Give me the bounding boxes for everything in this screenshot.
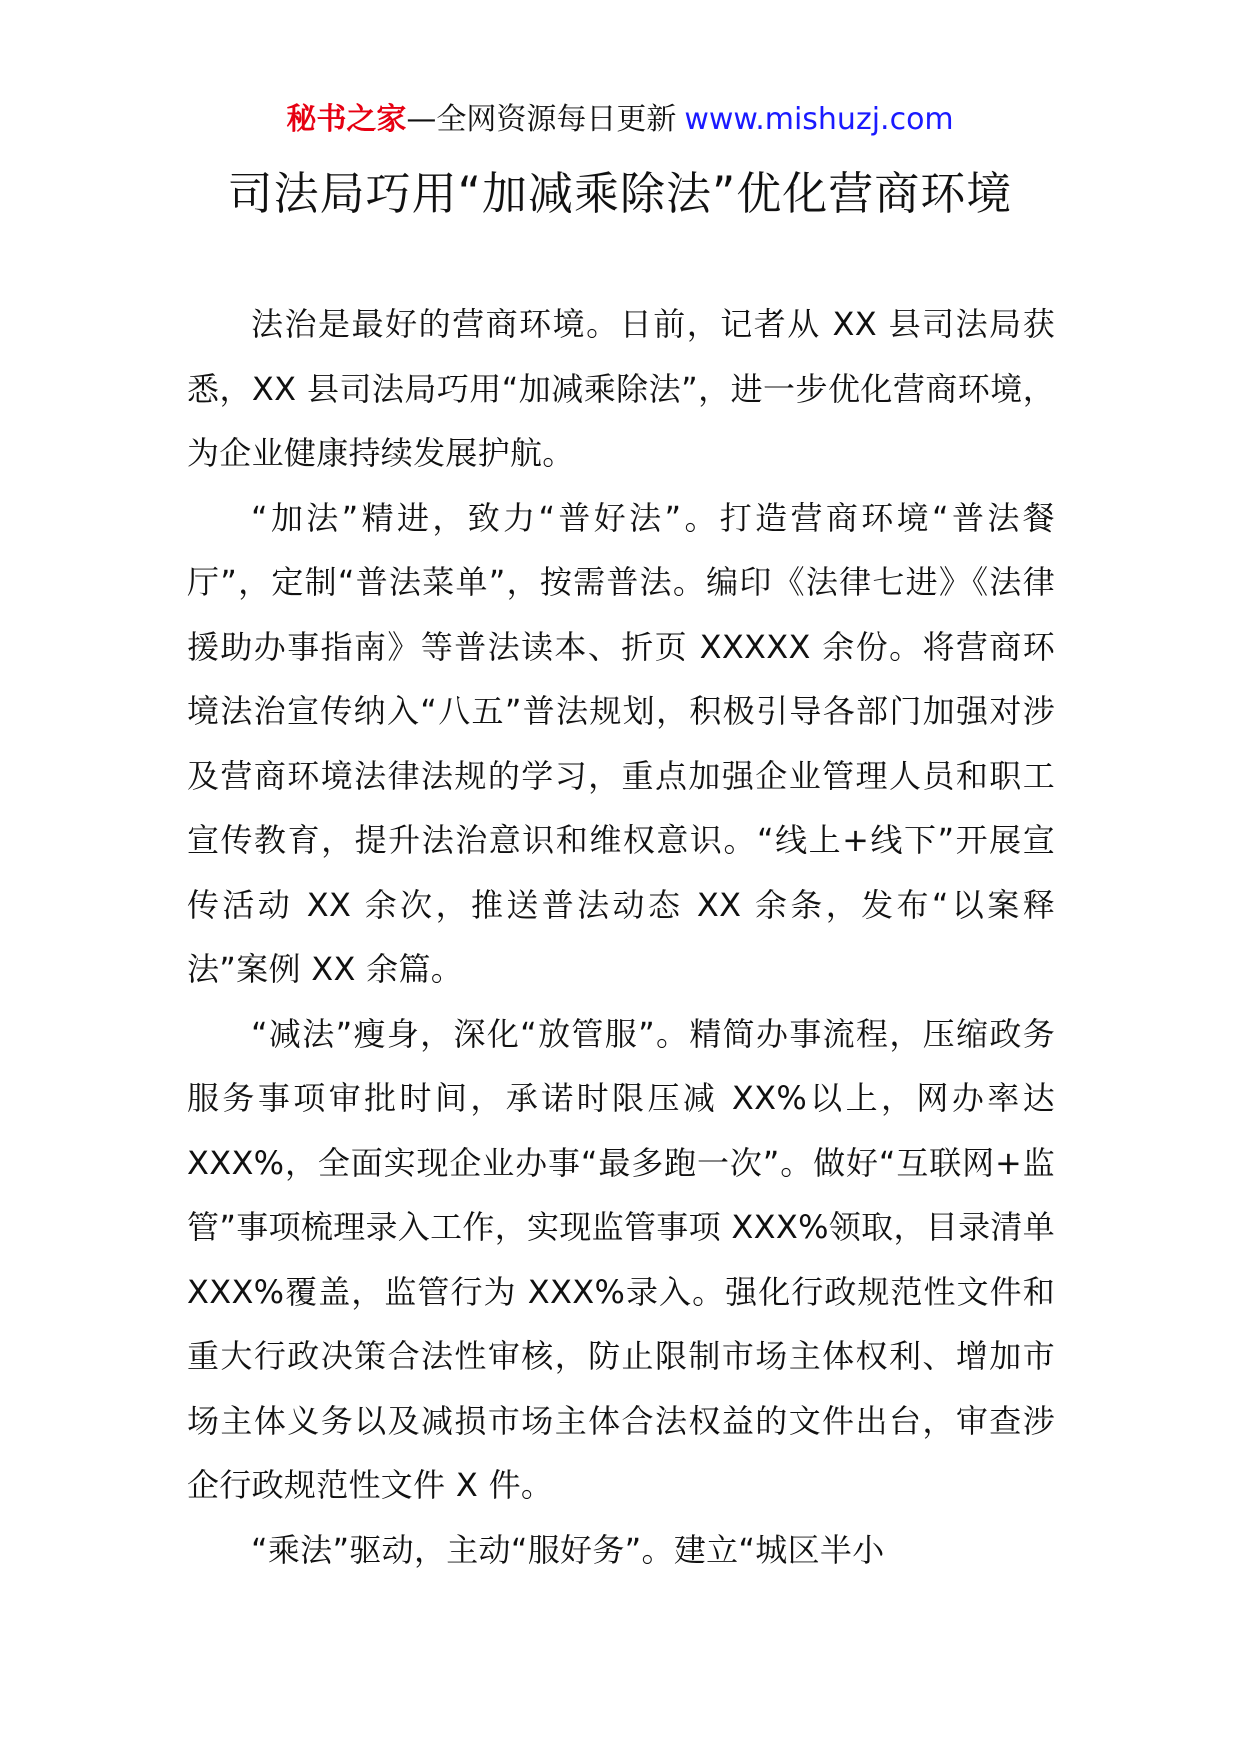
paragraph-subtraction: “减法”瘦身，深化“放管服”。精简办事流程，压缩政务服务事项审批时间，承诺时限压减 XX%以上，网办率达 XXX%，全面实现企业办事“最多跑一次”。做好“互联网+监管”事项梳理录入工作，实现监管事项 XXX%领取，目录清单 XXX%覆盖，监管行为 XXX%录入。强化行政规范性文件和重大行政决策合法性审核，防止限制市场主体权利、增加市场主体义务以及减损市场主体合法权益的文件出台，审查涉企行政规范性文件 X 件。	[187, 1014, 1055, 1504]
paragraph-addition: “加法”精进，致力“普好法”。打造营商环境“普法餐厅”，定制“普法菜单”，按需普法。编印《法律七进》《法律援助办事指南》等普法读本、折页 XXXXX 余份。将营商环境法治宣传纳入“八五”普法规划，积极引导各部门加强对涉及营商环境法律法规的学习，重点加强企业管理人员和职工宣传教育，提升法治意识和维权意识。“线上+线下”开展宣传活动 XX 余次，推送普法动态 XX 余条，发布“以案释法”案例 XX 余篇。	[187, 498, 1055, 988]
document-title: 司法局巧用“加减乘除法”优化营商环境	[227, 167, 1013, 220]
paragraph-intro: 法治是最好的营商环境。日前，记者从 XX 县司法局获悉，XX 县司法局巧用“加减乘除法”，进一步优化营商环境，为企业健康持续发展护航。	[187, 305, 1055, 472]
header-slogan: 全网资源每日更新	[436, 102, 677, 137]
document-body	[187, 292, 1055, 1582]
site-url-link[interactable]: www.mishuzj.com	[684, 102, 954, 137]
header-dash: —	[406, 102, 437, 137]
brand-name: 秘书之家	[286, 102, 407, 137]
site-header	[0, 100, 1240, 140]
paragraph-multiplication: “乘法”驱动，主动“服好务”。建立“城区半小	[251, 1530, 885, 1569]
